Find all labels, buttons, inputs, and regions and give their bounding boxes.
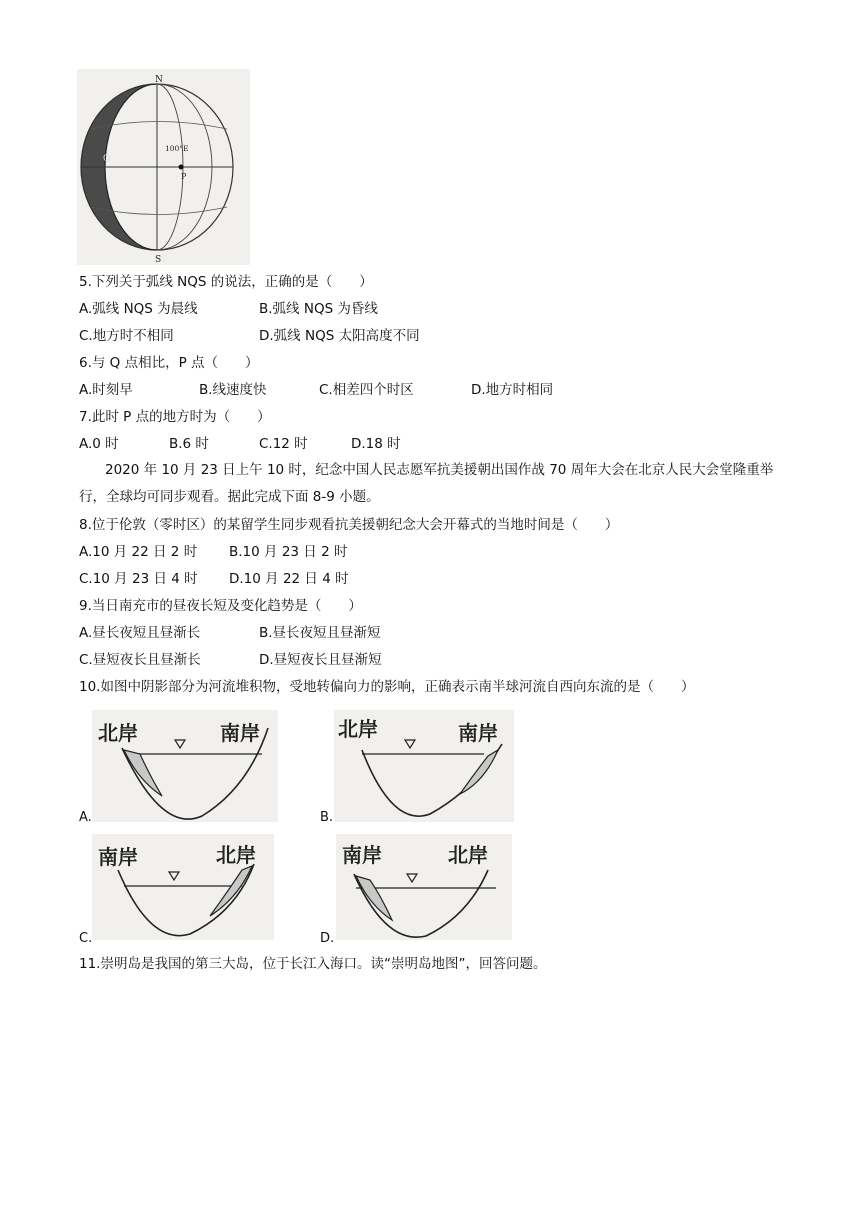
q8-stem: 8.位于伦敦（零时区）的某留学生同步观看抗美援朝纪念大会开幕式的当地时间是（ ） (79, 517, 619, 533)
q5-option-b: B.弧线 NQS 为昏线 (259, 301, 378, 317)
river-figure-d (336, 834, 512, 940)
q5-option-c: C.地方时不相同 (79, 328, 174, 344)
q10-option-c: C. (79, 931, 93, 946)
q6-option-a: A.时刻早 (79, 382, 133, 398)
river-figure-b (334, 710, 514, 822)
point-p-marker (179, 165, 184, 170)
q6-option-d: D.地方时相同 (471, 382, 554, 398)
q9-option-c: C.昼短夜长且昼渐长 (79, 652, 201, 668)
q9-option-b: B.昼长夜短且昼渐短 (259, 625, 381, 641)
globe-figure (77, 69, 250, 265)
q7-option-d: D.18 时 (351, 436, 401, 452)
label-q: Q (103, 154, 111, 164)
fig-d-right-bank: 北岸 (448, 843, 488, 867)
fig-c-left-bank: 南岸 (98, 845, 138, 869)
q7-option-c: C.12 时 (259, 436, 308, 452)
q10-option-b: B. (320, 810, 334, 825)
q10-option-a: A. (79, 810, 92, 825)
label-meridian: 100°E (165, 144, 189, 153)
q5-stem: 5.下列关于弧线 NQS 的说法，正确的是（ ） (79, 274, 373, 290)
river-figure-c (92, 834, 274, 940)
fig-a-right-bank: 南岸 (220, 721, 260, 745)
q6-option-b: B.线速度快 (199, 382, 267, 398)
q10-stem: 10.如图中阴影部分为河流堆积物，受地转偏向力的影响，正确表示南半球河流自西向东流的是（ ） (79, 679, 695, 695)
q6-option-c: C.相差四个时区 (319, 382, 414, 398)
fig-a-left-bank: 北岸 (98, 721, 138, 745)
q7-stem: 7.此时 P 点的地方时为（ ） (79, 409, 271, 425)
river-figure-a (92, 710, 278, 822)
q9-option-a: A.昼长夜短且昼渐长 (79, 625, 201, 641)
q7-option-b: B.6 时 (169, 436, 209, 452)
fig-b-left-bank: 北岸 (338, 717, 378, 741)
q8-option-d: D.10 月 22 日 4 时 (229, 571, 349, 587)
q5-option-a: A.弧线 NQS 为晨线 (79, 301, 198, 317)
globe-diagram (77, 69, 250, 265)
label-p: P (181, 172, 187, 181)
fig-c-right-bank: 北岸 (216, 843, 256, 867)
q9-option-d: D.昼短夜长且昼渐短 (259, 652, 382, 668)
q10-option-d: D. (320, 931, 335, 946)
q11-stem: 11.崇明岛是我国的第三大岛，位于长江入海口。读“崇明岛地图”，回答问题。 (79, 956, 547, 972)
fig-b-right-bank: 南岸 (458, 721, 498, 745)
q7-option-a: A.0 时 (79, 436, 119, 452)
q8-option-b: B.10 月 23 日 2 时 (229, 544, 348, 560)
q6-stem: 6.与 Q 点相比，P 点（ ） (79, 355, 259, 371)
q9-stem: 9.当日南充市的昼夜长短及变化趋势是（ ） (79, 598, 362, 614)
q8-option-a: A.10 月 22 日 2 时 (79, 544, 198, 560)
label-s: S (155, 255, 162, 265)
q5-option-d: D.弧线 NQS 太阳高度不同 (259, 328, 420, 344)
label-n: N (155, 75, 163, 85)
passage-8-9: 2020 年 10 月 23 日上午 10 时，纪念中国人民志愿军抗美援朝出国作战 70 周年大会在北京人民大会堂隆重举行，全球均可同步观看。据此完成下面 8-9 小题。 (79, 462, 774, 505)
q8-option-c: C.10 月 23 日 4 时 (79, 571, 198, 587)
fig-d-left-bank: 南岸 (342, 843, 382, 867)
